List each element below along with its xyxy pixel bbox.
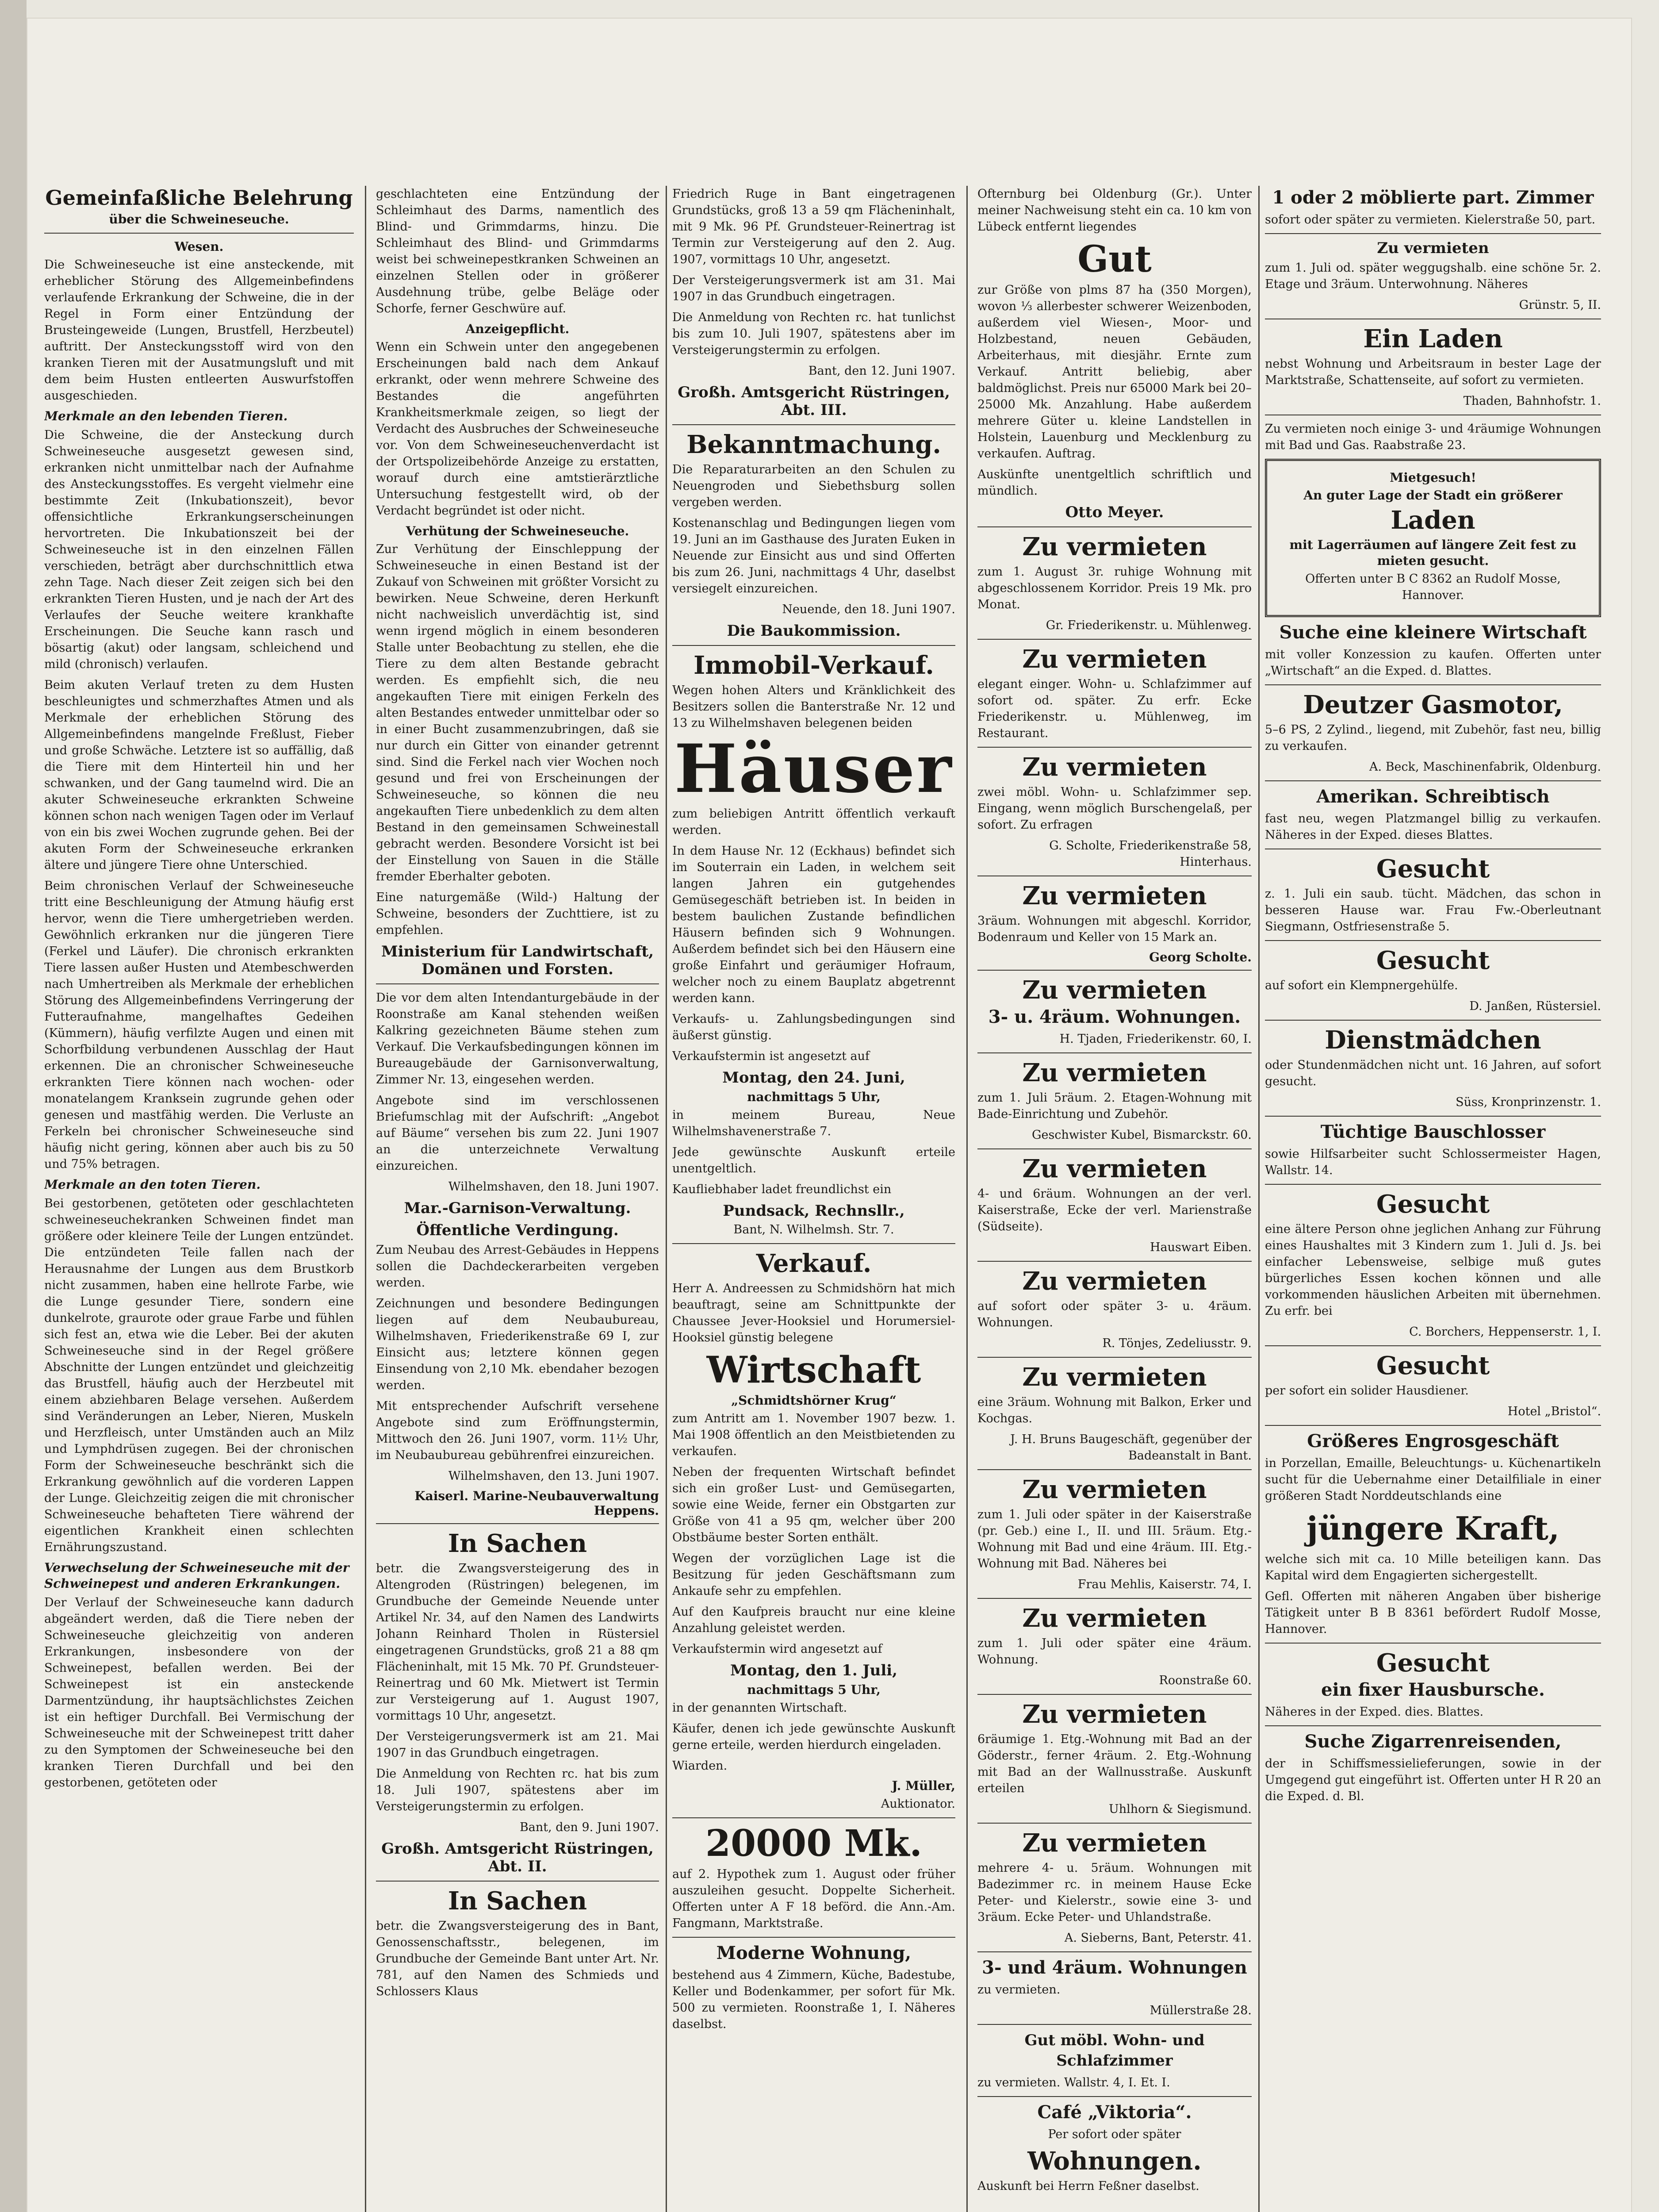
ad-heading: Gesucht — [1376, 946, 1490, 975]
paragraph: bestehend aus 4 Zimmern, Küche, Badestube, Keller und Bodenkammer, per sofort für Mk. 500 zu vermieten. Roonstraße 1, I. Näheres daselbst. — [672, 1968, 955, 2031]
column-3 — [672, 186, 955, 2212]
divider — [977, 1823, 1252, 1824]
ad-heading: Gesucht — [1376, 1648, 1490, 1678]
ad-heading: Suche Zigarrenreisenden, — [1304, 1731, 1562, 1752]
section-heading: Anzeigepflicht. — [465, 322, 570, 336]
section-heading: Merkmale an den lebenden Tieren. — [44, 409, 288, 423]
signature: Mar.-Garnison-Verwaltung. — [404, 1199, 631, 1217]
paragraph: Auskünfte unentgeltlich schriftlich und mündlich. — [977, 468, 1252, 498]
paragraph: in der genannten Wirtschaft. — [672, 1701, 847, 1715]
divider — [1265, 940, 1601, 941]
paragraph: Bei gestorbenen, getöteten oder geschlachteten schweineseuchekranken Schweinen findet man größere oder kleinere Teile der Lungen entzündet. Die entzündeten Teile fallen nach der Herausnahme der Lungen aus dem Brustkorb nicht zusammen, haben eine hellrote Farbe, wie die Lunge gesunder Tiere, sondern eine dunkelrote, graurote oder graue Farbe und fühlen sich fest an, etwa wie die Leber. Bei der akuten Schweineseuche sind in der Regel größere Abschnitte der Lungen entzündet und gleichzeitig das Brustfell, häufig auch der Herzbeutel mit einem abziehbaren Belage versehen. Außerdem sind Veränderungen an Leber, Nieren, Muskeln und Herzfleisch, unter Umständen auch an Milz und Lymphdrüsen zugegen. Bei der chronischen Form der Schweineseuche beschränkt sich die Erkrankung gewöhnlich auf die vorderen Lappen der Lunge. Gleichzeitig zeigen die mit chronischer Schweineseuche behafteten Tiere während der eigentlichen Krankheit einen schlechten Ernährungszustand. — [44, 1197, 354, 1554]
paragraph: Die Reparaturarbeiten an den Schulen zu Neuengroden und Siebethsburg sollen vergeben werden. — [672, 463, 955, 509]
divider — [376, 1523, 659, 1524]
divider — [672, 645, 955, 646]
address: A. Beck, Maschinenfabrik, Oldenburg. — [1369, 760, 1601, 774]
address: Hotel „Bristol“. — [1507, 1405, 1601, 1418]
paragraph: Gefl. Offerten mit näheren Angaben über bisherige Tätigkeit unter B B 8361 befördert Rudolf Mosse, Hannover. — [1265, 1590, 1601, 1636]
address: R. Tönjes, Zedeliusstr. 9. — [1102, 1336, 1252, 1350]
divider — [977, 1052, 1252, 1053]
divider — [977, 1148, 1252, 1149]
paragraph: Zeichnungen und besondere Bedingungen liegen auf dem Neubaubureau, Wilhelmshaven, Friederikenstraße 69 I, zur Einsicht aus; letztere können gegen Einsendung von 2,10 Mk. ebendaher bezogen werden. — [376, 1297, 659, 1392]
signature: Otto Meyer. — [1065, 503, 1164, 521]
address: G. Scholte, Friederikenstraße 58, Hinterhaus. — [1049, 839, 1252, 869]
article-subtitle: über die Schweineseuche. — [109, 212, 289, 227]
signature: Großh. Amtsgericht Rüstringen, Abt. II. — [381, 1840, 654, 1875]
paragraph: zu vermieten. — [977, 1983, 1061, 1997]
ad-heading: Zu vermieten — [1022, 645, 1207, 674]
ad-heading: Zu vermieten — [1022, 1828, 1207, 1858]
paragraph: welche sich mit ca. 10 Mille beteiligen kann. Das Kapital wird dem Engagierten sichergestellt. — [1265, 1552, 1601, 1582]
paragraph: 5–6 PS, 2 Zylind., liegend, mit Zubehör, fast neu, billig zu verkaufen. — [1265, 723, 1601, 753]
ad-heading: Amerikan. Schreibtisch — [1316, 786, 1550, 807]
signature-title: Auktionator. — [881, 1797, 955, 1811]
ad-heading: Suche eine kleinere Wirtschaft — [1279, 622, 1587, 643]
divider — [1265, 780, 1601, 781]
ad-heading: Zu vermieten — [1022, 1058, 1207, 1087]
paragraph: zum Antritt am 1. November 1907 bezw. 1. Mai 1908 öffentlich an den Meistbietenden zu verkaufen. — [672, 1412, 955, 1458]
ad-heading: Zu vermieten — [1022, 1475, 1207, 1504]
ad-heading: Café „Viktoria“. — [1037, 2102, 1192, 2123]
paragraph: Per sofort oder später — [1048, 2128, 1181, 2141]
paragraph: Jede gewünschte Auskunft erteile unentgeltlich. — [672, 1145, 955, 1175]
divider — [44, 233, 354, 234]
divider — [1265, 684, 1601, 685]
paragraph: Angebote sind im verschlossenen Briefumschlag mit der Aufschrift: „Angebot auf Bäume“ versehen bis zum 22. Juni 1907 an die unterzeichnete Verwaltung einzureichen. — [376, 1094, 659, 1173]
paragraph: zum 1. Juli od. später weggugshalb. eine schöne 5r. 2. Etage und 3räum. Unterwohnung. Näheres — [1265, 261, 1601, 291]
paragraph: Friedrich Ruge in Bant eingetragenen Grundstücks, groß 13 a 59 qm Flächeninhalt, mit 9 Mk. 96 Pf. Grundsteuer-Reinertrag ist Termin zur Versteigerung auf den 2. Aug. 1907, vormittags 10 Uhr, angesetzt. — [672, 187, 955, 266]
divider — [1265, 1345, 1601, 1346]
divider — [977, 970, 1252, 971]
divider — [977, 1951, 1252, 1952]
address: A. Sieberns, Bant, Peterstr. 41. — [1064, 1931, 1252, 1945]
column-1-article — [44, 186, 354, 2212]
paragraph: Käufer, denen ich jede gewünschte Auskunft gerne erteile, werden hierdurch eingeladen. — [672, 1722, 955, 1752]
ministry-signature: Ministerium für Landwirtschaft, Domänen und Forsten. — [381, 943, 654, 978]
ad-heading: Gesucht — [1376, 1351, 1490, 1380]
paragraph: sofort oder später zu vermieten. Kielerstraße 50, part. — [1265, 213, 1596, 227]
divider — [1265, 233, 1601, 234]
address: J. H. Bruns Baugeschäft, gegenüber der Badeanstalt in Bant. — [1010, 1432, 1252, 1463]
column-5 — [1265, 186, 1601, 2212]
paragraph: mehrere 4- u. 5räum. Wohnungen mit Badezimmer rc. in meinem Hause Ecke Peter- und Kielerstr., sowie eine 3- und 3räum. Ecke Peter- und Uhlandstraße. — [977, 1861, 1252, 1924]
column-rule — [365, 186, 366, 2212]
paragraph: z. 1. Juli ein saub. tücht. Mädchen, das schon in besseren Hause war. Frau Fw.-Oberleutnant Siegmann, Ostfriesenstraße 5. — [1265, 887, 1601, 933]
paragraph: nebst Wohnung und Arbeitsraum in bester Lage der Marktstraße, Schattenseite, auf sofort zu vermieten. — [1265, 357, 1601, 387]
paragraph: auf sofort ein Klempnergehülfe. — [1265, 979, 1458, 992]
address: Geschwister Kubel, Bismarckstr. 60. — [1031, 1128, 1252, 1142]
ad-subheading: ein fixer Hausbursche. — [1321, 1679, 1545, 1700]
divider — [977, 639, 1252, 640]
paragraph: Herr A. Andreessen zu Schmidshörn hat mich beauftragt, seine am Schnittpunkte der Chaussee Jever-Hooksiel und Horumersiel-Hooksiel günstig belegene — [672, 1282, 955, 1344]
ad-heading: 3- und 4räum. Wohnungen — [982, 1957, 1247, 1978]
paragraph: Beim chronischen Verlauf der Schweineseuche tritt eine Beschleunigung der Atmung häufig erst hervor, wenn die Tiere umhergetrieben werden. Gewöhnlich erkranken nur die jüngeren Tiere (Ferkel und Läufer). Die chronisch erkrankten Tiere lassen außer Husten und Atembeschwerden nach Umhertreiben als Merkmale der erheblichen Störung des Allgemeinbefindens Verringerung der Futteraufnahme, mangelhaftes Gedeihen (Kümmern), häufig verfilzte Augen und einen mit Schorfbildung verbundenen Ausschlag der Haut erkennen. Die an chronischer Schweineseuche erkrankten Tiere können nach wochen- oder monatelangem Kranksein zugrunde gehen oder genesen und mastfähig werden. Die Verluste an Ferkeln bei chronischer Schweineseuche sind häufig nicht gering, können aber auch bis zu 50 und 75% betragen. — [44, 879, 354, 1171]
paragraph: Beim akuten Verlauf treten zu dem Husten beschleunigtes und schmerzhaftes Atmen und als Merkmale der erheblichen Störung des Allgemeinbefindens mangelnde Freßlust, Fieber und große Schwäche. Letztere ist so auffällig, daß die Tiere mit dem Hinterteil hin und her schwanken, und der Gang taumelnd wird. Die an akuter Schweineseuche erkrankten Schweine können schon nach wenigen Tagen oder im Verlauf von ein bis zwei Wochen zugrunde gehen. Bei der akuten Form der Schweineseuche erkranken ältere und jüngere Tiere ohne Unterschied. — [44, 678, 354, 872]
page-gutter — [0, 0, 27, 2212]
paragraph: Verkaufs- u. Zahlungsbedingungen sind äußerst günstig. — [672, 1012, 955, 1042]
signature: Kaiserl. Marine-Neubauverwaltung Heppens. — [414, 1489, 659, 1518]
paragraph: Mit entsprechender Aufschrift versehene Angebote sind zum Eröffnungstermin, Mittwoch den 26. Juni 1907, vorm. 11½ Uhr, im Neubaubureau gebührenfrei einzureichen. — [376, 1399, 659, 1462]
ad-heading: Dienstmädchen — [1325, 1025, 1541, 1055]
signature: Großh. Amtsgericht Rüstringen, Abt. III. — [678, 384, 950, 419]
paragraph: Ofternburg bei Oldenburg (Gr.). Unter meiner Nachweisung steht ein ca. 10 km von Lübeck entfernt liegendes — [977, 187, 1252, 234]
divider — [672, 424, 955, 425]
paragraph: Zur Verhütung der Einschleppung der Schweineseuche in einen Bestand ist der Zukauf von Schweinen mit größter Vorsicht zu bewirken. Neue Schweine, deren Herkunft nicht nachweislich unverdächtig ist, sind wenn irgend möglich in einem besonderen Stalle unter Beobachtung zu stellen, ehe die Tiere zu dem alten Bestande gebracht werden. Es empfiehlt sich, die neu angekauften Tiere mit einigen Ferkeln des alten Bestandes entweder unmittelbar oder so in einer Bucht zusammenzubringen, daß sie nur durch ein Gitter von einander getrennt sind. Sind die Ferkel nach vier Wochen noch gesund und frei von Erscheinungen der Schweineseuche, so können die neu angekauften Tiere unbedenklich zu dem alten Bestand in den gemeinsamen Schweinestall gebracht werden. Besondere Vorsicht ist bei der Einstellung von Sauen in die Ställe fremder Eberhalter geboten. — [376, 542, 659, 883]
signature: Pundsack, Rechnsllr., — [723, 1202, 905, 1220]
notice-heading: In Sachen — [448, 1886, 587, 1916]
column-rule — [1258, 186, 1260, 2212]
divider — [672, 1817, 955, 1818]
column-rule — [666, 186, 667, 2212]
notice-heading: Verkauf. — [756, 1249, 872, 1278]
ad-heading: Zu vermieten — [1022, 1154, 1207, 1183]
column-4 — [977, 186, 1252, 2212]
ad-heading: Zu vermieten — [1022, 532, 1207, 561]
ad-heading: Deutzer Gasmotor, — [1303, 690, 1563, 719]
paragraph: Kaufliebhaber ladet freundlichst ein — [672, 1183, 892, 1196]
headline-wirtschaft: Wirtschaft — [706, 1349, 921, 1391]
divider — [376, 983, 659, 984]
ad-heading: Ein Laden — [1363, 324, 1503, 353]
paragraph: fast neu, wegen Platzmangel billig zu verkaufen. Näheres in der Exped. dieses Blattes. — [1265, 812, 1601, 842]
paragraph: zwei möbl. Wohn- u. Schlafzimmer sep. Eingang, wenn möglich Burschengelaß, per sofort. Zu erfragen — [977, 785, 1252, 832]
divider — [977, 1598, 1252, 1599]
address: Thaden, Bahnhofstr. 1. — [1463, 394, 1601, 408]
paragraph: betr. die Zwangsversteigerung des in Bant, Genossenschaftsstr., belegenen, im Grundbuche der Gemeinde Bant unter Art. Nr. 781, auf den Namen des Schmieds und Schlossers Klaus — [376, 1919, 659, 1998]
address: Gr. Friederikenstr. u. Mühlenweg. — [1046, 618, 1252, 632]
address: Frau Mehlis, Kaiserstr. 74, I. — [1077, 1578, 1252, 1591]
date-line: Neuende, den 18. Juni 1907. — [782, 603, 955, 616]
paragraph: zu vermieten. Wallstr. 4, I. Et. I. — [977, 2076, 1170, 2089]
divider — [672, 1937, 955, 1938]
signature: Die Baukommission. — [727, 622, 901, 640]
date-line: Wilhelmshaven, den 13. Juni 1907. — [448, 1469, 659, 1483]
ad-heading: Zu vermieten — [1022, 881, 1207, 910]
address: Uhlhorn & Siegismund. — [1108, 1802, 1252, 1816]
headline-amount: 20000 Mk. — [705, 1822, 922, 1865]
paragraph: Die Schweineseuche ist eine ansteckende, mit erheblicher Störung des Allgemeinbefindens verlaufende Erkrankung der Schweine, die in der Regel in Form einer Entzündung der Brusteingeweide (Lungen, Brustfell, Herzbeutel) auftritt. Der Ansteckungsstoff wird von den kranken Tieren mit der Ausatmungsluft und mit dem beim Husten entleerten Auswurfstoffen ausgeschieden. — [44, 258, 354, 403]
divider — [1265, 1425, 1601, 1426]
ad-heading: Zu vermieten — [1022, 1604, 1207, 1633]
paragraph: Zum Neubau des Arrest-Gebäudes in Heppens sollen die Dachdeckerarbeiten vergeben werden. — [376, 1243, 659, 1290]
paragraph: auf sofort oder später 3- u. 4räum. Wohnungen. — [977, 1299, 1252, 1329]
ad-heading: Zu vermieten — [1022, 1363, 1207, 1392]
address: C. Borchers, Heppenserstr. 1, I. — [1409, 1325, 1601, 1339]
paragraph: Die Schweine, die der Ansteckung durch Schweineseuche ausgesetzt gewesen sind, erkranken nicht unmittelbar nach der Aufnahme des Ansteckungsstoffes. Es vergeht vielmehr eine bestimmte Zeit (Inkubationszeit), bevor offensichtliche Erkrankungserscheinungen hervortreten. Die Inkubationszeit bei der Schweineseuche ist in den einzelnen Fällen verschieden, beträgt aber durchschnittlich etwa zehn Tage. Nach dieser Zeit zeigen sich bei den erkrankten Tieren Husten, und je nach der Art des Verlaufes der Seuche weitere krankhafte Erscheinungen. Die Seuche kann rasch und bösartig (akut) oder langsam, schleichend und mild (chronisch) verlaufen. — [44, 428, 354, 671]
paragraph: 6räumige 1. Etg.-Wohnung mit Bad an der Göderstr., ferner 4räum. 2. Etg.-Wohnung mit Bad an der Wallnusstraße. Auskunft erteilen — [977, 1732, 1252, 1795]
paragraph: zum 1. Juli oder später in der Kaiserstraße (pr. Geb.) eine I., II. und III. 5räum. Etg.-Wohnung mit Bad und eine 4räum. III. Etg.-Wohnung mit Bad. Näheres bei — [977, 1508, 1252, 1571]
divider — [977, 526, 1252, 527]
paragraph: Die Anmeldung von Rechten rc. hat bis zum 18. Juli 1907, spätestens aber im Versteigerungstermin zu erfolgen. — [376, 1767, 659, 1813]
address: H. Tjaden, Friederikenstr. 60, I. — [1059, 1032, 1252, 1046]
paragraph: 3räum. Wohnungen mit abgeschl. Korridor, Bodenraum und Keller von 15 Mark an. — [977, 914, 1252, 944]
section-heading: Verwechselung der Schweineseuche mit der Schweinepest und anderen Erkrankungen. — [44, 1560, 349, 1591]
divider — [977, 1261, 1252, 1262]
divider — [977, 1469, 1252, 1470]
auction-date: Montag, den 1. Juli, — [730, 1662, 897, 1679]
ad-subheading: 3- u. 4räum. Wohnungen. — [988, 1006, 1241, 1027]
article-title: Gemeinfaßliche Belehrung — [45, 186, 353, 210]
box-line: An guter Lage der Stadt ein größerer — [1303, 488, 1563, 503]
paragraph: in Porzellan, Emaille, Beleuchtungs- u. Küchenartikeln sucht für die Uebernahme einer Detailfiliale in einer größeren Stadt Norddeutschlands eine — [1265, 1456, 1601, 1503]
divider — [977, 2096, 1252, 2097]
date-line: Bant, den 9. Juni 1907. — [519, 1820, 659, 1834]
venue-name: „Schmidtshörner Krug“ — [731, 1393, 897, 1408]
ad-heading: Gesucht — [1376, 854, 1490, 883]
paragraph: Wenn ein Schwein unter den angegebenen Erscheinungen bald nach dem Ankauf erkrankt, oder wenn mehrere Schweine des Bestandes die angeführten Krankheitsmerkmale zeigen, so liegt der Verdacht des Ausbruches der Schweineseuche vor. Von dem Schweineseuchenverdacht ist der Ortspolizeibehörde Anzeige zu erstatten, worauf durch eine amtstierärztliche Untersuchung festgestellt wird, ob der Verdacht begründet ist oder nicht. — [376, 340, 659, 518]
paragraph: Wegen hohen Alters und Kränklichkeit des Besitzers sollen die Banterstraße Nr. 12 und 13 zu Wilhelmshaven belegenen beiden — [672, 684, 955, 730]
paragraph: Verkaufstermin wird angesetzt auf — [672, 1642, 882, 1656]
address: Grünstr. 5, II. — [1519, 298, 1601, 312]
paragraph: zum 1. August 3r. ruhige Wohnung mit abgeschlossenem Korridor. Preis 19 Mk. pro Monat. — [977, 565, 1252, 611]
auction-time: nachmittags 5 Uhr, — [747, 1090, 881, 1104]
paragraph: Verkaufstermin ist angesetzt auf — [672, 1049, 870, 1063]
paragraph: Die Anmeldung von Rechten rc. hat tunlichst bis zum 10. Juli 1907, spätestens aber im Versteigerungstermin zu erfolgen. — [672, 311, 955, 357]
date-line: Wilhelmshaven, den 18. Juni 1907. — [448, 1180, 659, 1194]
notice-heading: Bekanntmachung. — [686, 430, 941, 459]
paragraph: zur Größe von plms 87 ha (350 Morgen), wovon ⅓ allerbester schwerer Weizenboden, außerdem viel Wiesen-, Moor- und Holzbestand, neuen Gebäuden, Arbeiterhaus, mit diesjähr. Ernte zum Verkauf. Antritt beliebig, aber baldmöglichst. Preis nur 65000 Mark bei 20–25000 Mk. Anzahlung. Habe außerdem mehrere Güter u. kleine Landstellen in Holstein, Lauenburg und Mecklenburg zu verkaufen. Auftrag. — [977, 283, 1252, 461]
paragraph: Auskunft bei Herrn Feßner daselbst. — [977, 2179, 1199, 2193]
paragraph: zum 1. Juli 5räum. 2. Etagen-Wohnung mit Bade-Einrichtung und Zubehör. — [977, 1091, 1252, 1121]
paragraph: Neben der frequenten Wirtschaft befindet sich ein großer Lust- und Gemüsegarten, sowie eine Weide, ferner ein Obstgarten zur Größe von 41 a 95 qm, welcher über 200 Obstbäume bester Sorten enthält. — [672, 1465, 955, 1544]
section-heading: Wesen. — [174, 239, 224, 254]
box-headline: Laden — [1391, 506, 1475, 535]
auction-date: Montag, den 24. Juni, — [722, 1069, 905, 1087]
address: D. Janßen, Rüstersiel. — [1469, 999, 1601, 1013]
address: Müllerstraße 28. — [1149, 2004, 1252, 2017]
headline-kraft: jüngere Kraft, — [1306, 1509, 1560, 1547]
paragraph: Zu vermieten noch einige 3- und 4räumige Wohnungen mit Bad und Gas. Raabstraße 23. — [1265, 422, 1601, 452]
box-line: Offerten unter B C 8362 an Rudolf Mosse, Hannover. — [1305, 572, 1561, 602]
address: Roonstraße 60. — [1159, 1674, 1252, 1687]
headline-haeuser: Häuser — [674, 730, 954, 808]
paragraph: Die vor dem alten Intendanturgebäude in der Roonstraße am Kanal stehenden weißen Kalkring gezeichneten Bäume stehen zum Verkauf. Die Verkaufsbedingungen können im Bureaugebäude der Garnisonverwaltung, Zimmer Nr. 13, eingesehen werden. — [376, 991, 659, 1087]
headline-gut: Gut — [1077, 238, 1152, 280]
paragraph: Auf den Kaufpreis braucht nur eine kleine Anzahlung geleistet werden. — [672, 1605, 955, 1635]
paragraph: Der Verlauf der Schweineseuche kann dadurch abgeändert werden, daß die Tiere neben der Schweineseuche gleichzeitig von anderen Erkrankungen, insbesondere von der Schweinepest, befallen werden. Bei der Schweinepest ist ein ansteckende Darmentzündung, ihr hauptsächlichstes Zeichen ist ein heftiger Durchfall. Bei Vermischung der Schweineseuche mit der Schweinepest tritt daher zu den Symptomen der Schweineseuche bei den kranken Tieren Durchfall und bei den gestorbenen, getöteten oder — [44, 1596, 354, 1790]
signature: Georg Scholte. — [1149, 950, 1252, 964]
section-heading: Verhütung der Schweineseuche. — [406, 524, 629, 538]
column-rule — [966, 186, 968, 2212]
notice-heading: In Sachen — [448, 1529, 587, 1558]
divider — [1265, 1020, 1601, 1021]
ad-heading: Zu vermieten — [1022, 1700, 1207, 1729]
divider — [1265, 1184, 1601, 1185]
paragraph: In dem Hause Nr. 12 (Eckhaus) befindet sich im Souterrain ein Laden, in welchem seit langen Jahren ein gutgehendes Gemüsegeschäft betrieben ist. In beiden in bestem baulichen Zustande befindlichen Häusern befinden sich 9 Wohnungen. Außerdem befindet sich bei den Häusern eine große Einfahrt und geräumiger Hofraum, welcher noch zu einem Bauplatz abgetrennt werden kann. — [672, 844, 955, 1005]
ad-heading: Gesucht — [1376, 1190, 1490, 1219]
paragraph: Der Versteigerungsvermerk ist am 31. Mai 1907 in das Grundbuch eingetragen. — [672, 273, 955, 303]
paragraph: zum 1. Juli oder später eine 4räum. Wohnung. — [977, 1636, 1252, 1667]
divider — [376, 1881, 659, 1882]
ad-heading: Zu vermieten — [1022, 1267, 1207, 1296]
paragraph: betr. die Zwangsversteigerung des in Altengroden (Rüstringen) belegenen, im Grundbuche der Gemeinde Neuende unter Artikel Nr. 34, auf den Namen des Landwirts Johann Reinhard Tholen in Rüstersiel eingetragenen Grundstücks, groß 21 a 88 qm Flächeninhalt, mit 15 Mk. 70 Pf. Grundsteuer-Reinertrag und 60 Mk. Mietwert ist Termin zur Versteigerung auf 1. August 1907, vormittags 10 Uhr, angesetzt. — [376, 1562, 659, 1723]
ad-heading: 1 oder 2 möblierte part. Zimmer — [1272, 187, 1594, 208]
paragraph: der in Schiffsmessielieferungen, sowie in der Umgegend gut eingeführt ist. Offerten unter H R 20 an die Exped. d. Bl. — [1265, 1757, 1601, 1803]
ad-heading: Wohnungen. — [1027, 2147, 1202, 2176]
paragraph: auf 2. Hypothek zum 1. August oder früher auszuleihen gesucht. Doppelte Sicherheit. Offerten unter A F 18 beförd. die Ann.-Am. Fangmann, Marktstraße. — [672, 1867, 955, 1930]
column-2 — [376, 186, 659, 2212]
section-heading: Merkmale an den toten Tieren. — [44, 1177, 261, 1192]
newspaper-page — [27, 18, 1632, 2212]
paragraph: eine 3räum. Wohnung mit Balkon, Erker und Kochgas. — [977, 1395, 1252, 1425]
divider — [977, 2024, 1252, 2025]
ad-heading: Gut möbl. Wohn- und Schlafzimmer — [1024, 2032, 1205, 2070]
box-title: Mietgesuch! — [1390, 470, 1476, 485]
paragraph: 4- und 6räum. Wohnungen an der verl. Kaiserstraße, Ecke der verl. Marienstraße (Südseite). — [977, 1187, 1252, 1233]
divider — [977, 1357, 1252, 1358]
paragraph: oder Stundenmädchen nicht unt. 16 Jahren, auf sofort gesucht. — [1265, 1058, 1601, 1088]
paragraph: mit voller Konzession zu kaufen. Offerten unter „Wirtschaft“ an die Exped. d. Blattes. — [1265, 648, 1601, 678]
divider — [1265, 1643, 1601, 1644]
paragraph: Der Versteigerungsvermerk ist am 21. Mai 1907 in das Grundbuch eingetragen. — [376, 1730, 659, 1760]
ad-heading: Größeres Engrosgeschäft — [1307, 1431, 1559, 1452]
divider — [977, 747, 1252, 748]
paragraph: per sofort ein solider Hausdiener. — [1265, 1384, 1469, 1398]
paragraph: Wegen der vorzüglichen Lage ist die Besitzung für jeden Geschäftsmann zum Ankaufe sehr zu empfehlen. — [672, 1551, 955, 1598]
paragraph: Kostenanschlag und Bedingungen liegen vom 19. Juni an im Gasthause des Juraten Euken in Neuende zur Einsicht aus und sind Offerten bis zum 26. Juni, nachmittags 4 Uhr, daselbst versiegelt einzureichen. — [672, 516, 955, 595]
paragraph: eine ältere Person ohne jeglichen Anhang zur Führung eines Haushaltes mit 3 Kindern zum 1. Juli d. Js. bei einfacher Lebensweise, selbige muß gutes bürgerliches Essen kochen können und alle vorkommenden häuslichen Arbeiten mit übernehmen. Zu erfr. bei — [1265, 1222, 1601, 1318]
ad-heading: Tüchtige Bauschlosser — [1320, 1121, 1546, 1142]
paragraph: in meinem Bureau, Neue Wilhelmshavenerstraße 7. — [672, 1108, 955, 1138]
auction-time: nachmittags 5 Uhr, — [747, 1682, 881, 1697]
paragraph: elegant einger. Wohn- u. Schlafzimmer auf sofort od. später. Zu erfr. Ecke Friederikenstr. u. Mühlenweg, im Restaurant. — [977, 677, 1252, 740]
divider — [672, 1243, 955, 1244]
divider — [1265, 1116, 1601, 1117]
paragraph: geschlachteten eine Entzündung der Schleimhaut des Darms, namentlich des Blind- und Grimmdarms, hinzu. Die Schleimhaut des Blind- und Grimmdarms weist bei schweinepestkranken Schweinen an einzelnen Stellen oder in größerer Ausdehnung trübe, gelbe Beläge oder Schorfe, ferner Geschwüre auf. — [376, 187, 659, 315]
ad-heading: Zu vermieten — [1022, 753, 1207, 782]
boxed-ad — [1265, 459, 1601, 617]
signature: J. Müller, — [892, 1778, 955, 1793]
address: Süss, Kronprinzenstr. 1. — [1456, 1095, 1601, 1109]
place: Wiarden. — [672, 1759, 728, 1773]
box-line: mit Lagerräumen auf längere Zeit fest zu mieten gesucht. — [1289, 538, 1577, 568]
date-line: Bant, den 12. Juni 1907. — [808, 364, 955, 378]
address: Hauswart Eiben. — [1149, 1240, 1252, 1254]
notice-heading: Öffentliche Verdingung. — [416, 1221, 619, 1239]
paragraph: Eine naturgemäße (Wild-) Haltung der Schweine, besonders der Zuchttiere, ist zu empfehlen. — [376, 891, 659, 937]
paragraph: zum beliebigen Antritt öffentlich verkauft werden. — [672, 807, 955, 837]
notice-heading: Immobil-Verkauf. — [693, 651, 934, 680]
address: Bant, N. Wilhelmsh. Str. 7. — [733, 1223, 894, 1237]
ad-heading: Zu vermieten — [1022, 975, 1207, 1005]
divider — [977, 1694, 1252, 1695]
ad-heading: Moderne Wohnung, — [716, 1943, 912, 1963]
paragraph: sowie Hilfsarbeiter sucht Schlossermeister Hagen, Wallstr. 14. — [1265, 1147, 1601, 1177]
divider — [1265, 1725, 1601, 1726]
ad-heading: Zu vermieten — [1377, 239, 1489, 257]
paragraph: Näheres in der Exped. dies. Blattes. — [1265, 1705, 1484, 1719]
